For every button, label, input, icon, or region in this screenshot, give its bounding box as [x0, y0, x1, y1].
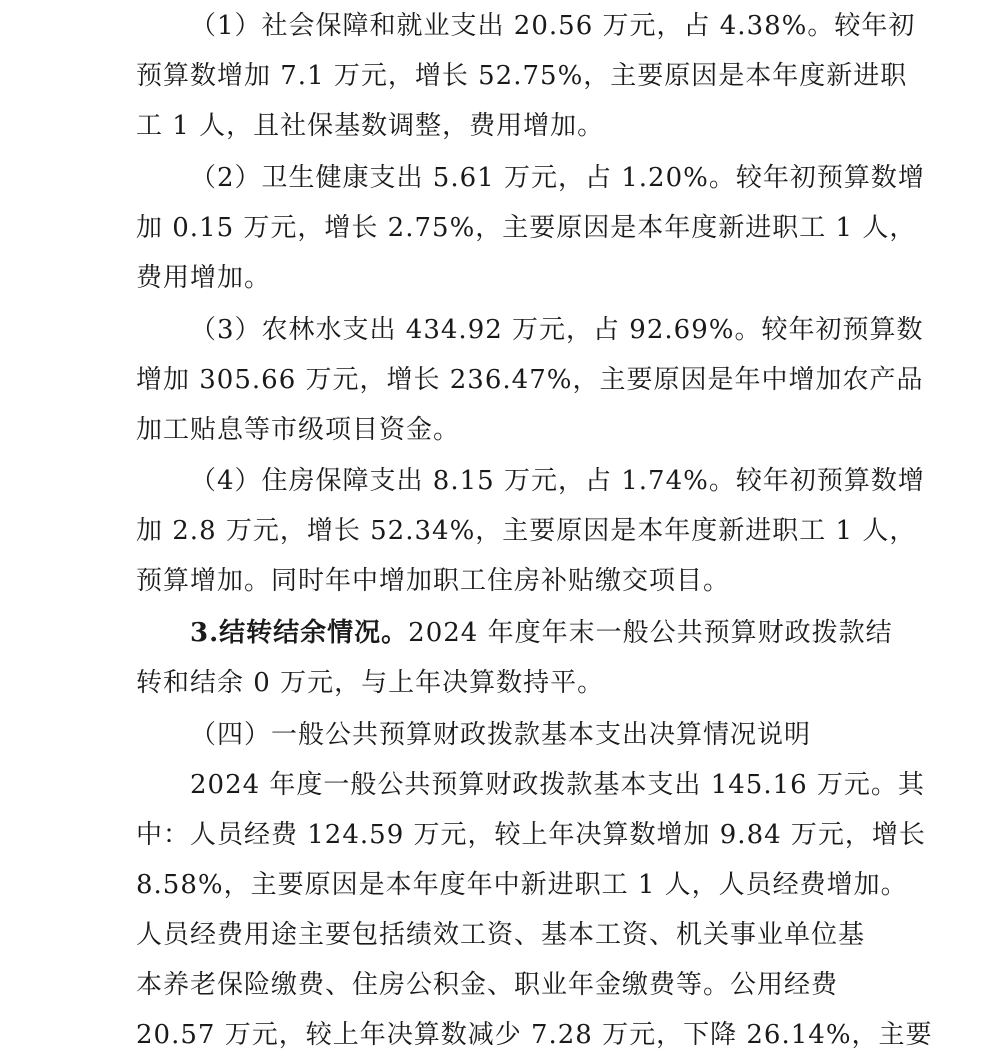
paragraph-housing-line-1: （4）住房保障支出 8.15 万元，占 1.74%。较年初预算数增: [190, 466, 925, 496]
paragraph-basic-expenditure-line-1: 2024 年度一般公共预算财政拨款基本支出 145.16 万元。其: [190, 770, 925, 800]
paragraph-agriculture-line-3: 加工贴息等市级项目资金。: [136, 415, 461, 445]
paragraph-social-security-line-3: 工 1 人，且社保基数调整，费用增加。: [136, 111, 605, 141]
paragraph-basic-expenditure-line-4: 人员经费用途主要包括绩效工资、基本工资、机关事业单位基: [136, 920, 866, 950]
paragraph-basic-expenditure-line-5: 本养老保险缴费、住房公积金、职业年金缴费等。公用经费: [136, 970, 839, 1000]
paragraph-basic-expenditure-line-3: 8.58%，主要原因是本年度年中新进职工 1 人，人员经费增加。: [136, 870, 908, 900]
paragraph-carryover-line-1: [190, 608, 893, 658]
paragraph-health-line-1: （2）卫生健康支出 5.61 万元，占 1.20%。较年初预算数增: [190, 163, 925, 193]
paragraph-social-security-line-1: （1）社会保障和就业支出 20.56 万元，占 4.38%。较年初: [190, 11, 916, 41]
carryover-heading: 3.结转结余情况。: [190, 618, 409, 648]
paragraph-carryover-line-2: 转和结余 0 万元，与上年决算数持平。: [136, 668, 605, 698]
carryover-text: 2024 年度年末一般公共预算财政拨款结: [408, 618, 893, 648]
paragraph-health-line-3: 费用增加。: [136, 263, 272, 293]
paragraph-social-security-line-2: 预算数增加 7.1 万元，增长 52.75%，主要原因是本年度新进职: [136, 61, 908, 91]
paragraph-agriculture-line-1: （3）农林水支出 434.92 万元，占 92.69%。较年初预算数: [190, 315, 924, 345]
paragraph-basic-expenditure-line-2: 中：人员经费 124.59 万元，较上年决算数增加 9.84 万元，增长: [136, 820, 926, 850]
paragraph-health-line-2: 加 0.15 万元，增长 2.75%，主要原因是本年度新进职工 1 人，: [136, 213, 917, 243]
section-four-heading: （四）一般公共预算财政拨款基本支出决算情况说明: [190, 720, 812, 750]
paragraph-housing-line-3: 预算增加。同时年中增加职工住房补贴缴交项目。: [136, 566, 731, 596]
paragraph-basic-expenditure-line-6: 20.57 万元，较上年决算数减少 7.28 万元，下降 26.14%，主要: [136, 1020, 933, 1050]
paragraph-housing-line-2: 加 2.8 万元，增长 52.34%，主要原因是本年度新进职工 1 人，: [136, 516, 917, 546]
paragraph-agriculture-line-2: 增加 305.66 万元，增长 236.47%，主要原因是年中增加农产品: [136, 365, 924, 395]
